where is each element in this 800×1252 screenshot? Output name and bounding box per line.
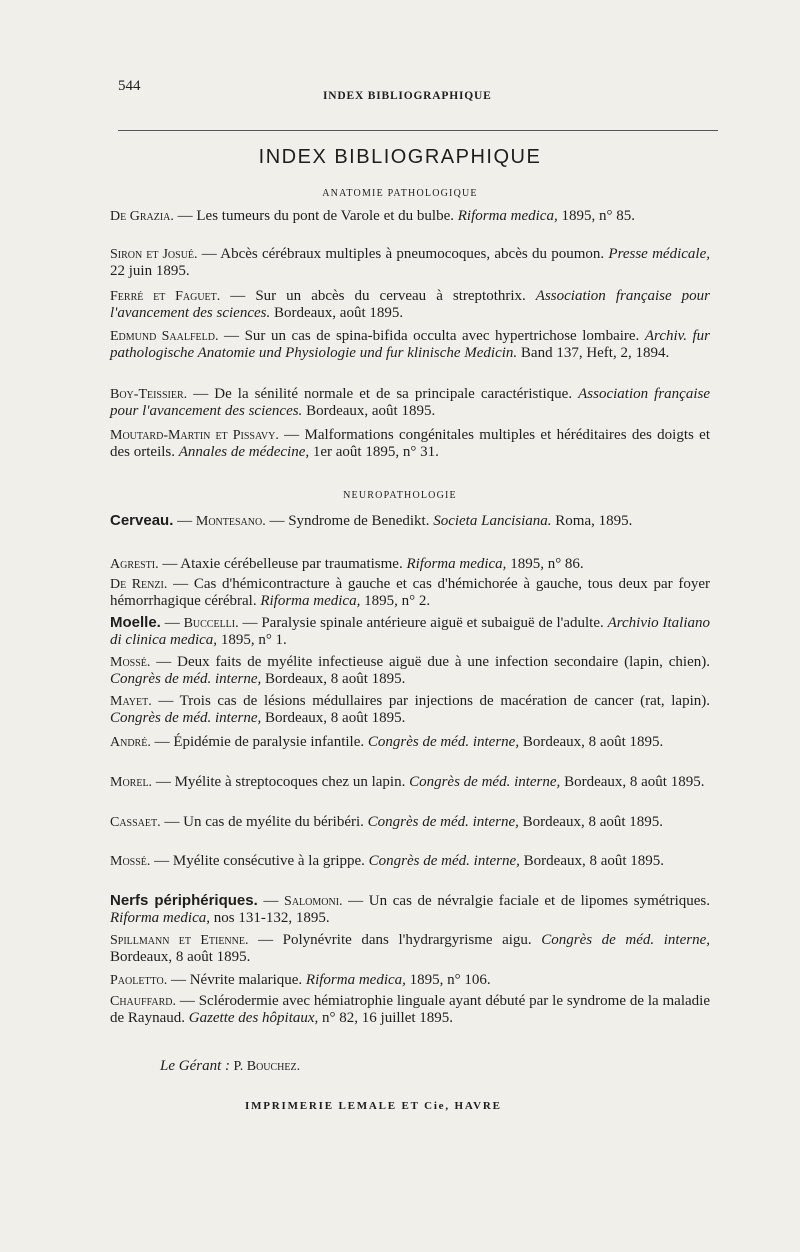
entry-rest: Band 137, Heft, 2, 1894.	[517, 345, 670, 361]
entry-source: Annales de médecine,	[178, 444, 310, 460]
entry-rest: nos 131-132, 1895.	[209, 910, 330, 926]
entry-text: — Paralysie spinale antérieure aiguë et subaiguë de l'adulte.	[238, 615, 608, 631]
entry-rest: Bordeaux, août 1895.	[270, 305, 404, 321]
entry-text: — Un cas de névralgie faciale et de lipomes symétriques.	[342, 893, 710, 909]
entry-author: Salomoni.	[284, 894, 343, 909]
entry-text: — Myélite à streptocoques chez un lapin.	[152, 774, 410, 790]
entry-source: Riforma medica,	[305, 972, 406, 988]
entry-rest: Bordeaux, août 1895.	[302, 403, 436, 419]
entry-rest: 1895, n° 1.	[217, 632, 287, 648]
entry-author: Siron et Josué.	[110, 247, 198, 262]
gerant-name: P. Bouchez.	[230, 1059, 301, 1074]
entry-text: — De la sénilité normale et de sa principale caractéristique.	[187, 386, 579, 402]
entry-source: Riforma medica,	[457, 208, 558, 224]
entry-rest: Bordeaux, 8 août 1895.	[519, 853, 665, 869]
entry-rest: Roma, 1895.	[551, 513, 633, 529]
entry-text: — Deux faits de myélite infectieuse aiguë due à une infection secondaire (lapin, chien).	[150, 654, 710, 670]
entry-rest: Bordeaux, 8 août 1895.	[518, 814, 664, 830]
entry-text: — Malformations congénitales multiples et héréditaires des doigts et des orteils.	[110, 427, 710, 460]
bib-entry	[110, 288, 710, 322]
entry-text: — Polynévrite dans l'hydrargyrisme aigu.	[248, 932, 542, 948]
bib-entry	[110, 386, 710, 420]
entry-source: Societa Lancisiana.	[433, 513, 552, 529]
entry-text: — Épidémie de paralysie infantile.	[150, 734, 368, 750]
entry-author: De Renzi.	[110, 577, 168, 592]
bib-entry	[110, 654, 710, 688]
bib-entry	[110, 993, 710, 1027]
gerant-label: Le Gérant :	[160, 1058, 230, 1074]
bib-entry	[110, 328, 710, 362]
bib-entry	[110, 693, 710, 727]
entry-author: Buccelli.	[183, 616, 239, 631]
entry-source: Gazette des hôpitaux,	[188, 1010, 319, 1026]
entry-author: De Grazia.	[110, 209, 174, 224]
entry-rest: n° 82, 16 juillet 1895.	[318, 1010, 454, 1026]
entry-text: — Les tumeurs du pont de Varole et du bulbe.	[173, 208, 458, 224]
entry-author: Boy-Teissier.	[110, 387, 188, 402]
entry-author: Chauffard.	[110, 994, 176, 1009]
bib-entry	[110, 246, 710, 280]
bib-entry	[110, 427, 710, 461]
entry-source: Congrès de méd. interne,	[110, 671, 262, 687]
entry-source: Congrès de méd. interne,	[367, 814, 519, 830]
entry-source: Presse médicale,	[608, 246, 710, 262]
entry-rest: Bordeaux, 8 août 1895.	[261, 710, 406, 726]
bib-entry	[110, 556, 710, 573]
entry-source: Congrès de méd. interne,	[368, 853, 520, 869]
entry-rest: Bordeaux, 8 août 1895.	[110, 949, 251, 965]
entry-author: Morel.	[110, 775, 153, 790]
bib-entry	[110, 208, 710, 225]
entry-text: — Un cas de myélite du béribéri.	[160, 814, 368, 830]
entry-author: Montesano.	[195, 514, 266, 529]
entry-author: Mossé.	[110, 655, 151, 670]
page-number: 544	[118, 78, 141, 94]
entry-author: Moutard-Martin et Pissavy.	[110, 428, 279, 443]
entry-text: — Ataxie cérébelleuse par traumatisme.	[158, 556, 407, 572]
entry-source: Riforma medica,	[406, 556, 507, 572]
bib-entry: Moelle. — Buccelli. — Paralysie spinale antérieure aiguë et subaiguë de l'adulte. Archivio Italiano di clinica medica, 1895, n° 1.	[110, 614, 711, 648]
entry-text: — Syndrome de Benedikt.	[265, 513, 434, 529]
entry-source: Association française pour l'avancement des sciences.	[110, 386, 710, 419]
entry-rest: Bordeaux, 8 août 1895.	[261, 671, 406, 687]
bib-entry	[110, 972, 710, 989]
entry-author: Spillmann et Etienne.	[110, 933, 249, 948]
entry-source: Archivio Italiano di clinica medica,	[110, 615, 711, 648]
entry-author: Paoletto.	[110, 973, 168, 988]
entry-heading: Cerveau.	[110, 512, 174, 529]
entry-rest: 22 juin 1895.	[110, 263, 190, 279]
bib-entry	[110, 576, 710, 610]
entry-rest: 1895, n° 85.	[557, 208, 635, 224]
entry-author: Cassaet.	[110, 815, 161, 830]
entry-rest: 1895, n° 86.	[506, 556, 584, 572]
entry-source: Congrès de méd. interne,	[409, 774, 561, 790]
entry-text: — Sclérodermie avec hémiatrophie linguale ayant débuté par le syndrome de la maladie de Raynaud.	[110, 993, 710, 1026]
entry-heading: Moelle.	[110, 614, 161, 631]
section-anatomie: ANATOMIE PATHOLOGIQUE	[322, 188, 478, 199]
entry-text: — Trois cas de lésions médullaires par injections de macération de cancer (rat, lapin).	[151, 693, 710, 709]
entry-rest: Bordeaux, 8 août 1895.	[519, 734, 664, 750]
entry-source: Riforma medica,	[110, 910, 210, 926]
entry-rest: Bordeaux, 8 août 1895.	[560, 774, 705, 790]
entry-rest: 1er août 1895, n° 31.	[309, 444, 439, 460]
bib-entry: Nerfs périphériques. — Salomoni. — Un cas de névralgie faciale et de lipomes symétriques. Riforma medica, nos 131-132, 1895.	[110, 892, 710, 926]
section-neuro: NEUROPATHOLOGIE	[343, 490, 457, 501]
entry-source: Congrès de méd. interne,	[541, 932, 710, 948]
bib-entry	[110, 734, 710, 751]
entry-text: — Névrite malarique.	[167, 972, 306, 988]
entry-text: — Cas d'hémicontracture à gauche et cas d'hémichorée à gauche, tous deux par foyer hémorrhagique cérébral.	[110, 576, 710, 609]
bib-entry	[110, 932, 710, 966]
entry-text: — Sur un cas de spina-bifida occulta avec hypertrichose lombaire.	[218, 328, 645, 344]
bib-entry: Cerveau. — Montesano. — Syndrome de Benedikt. Societa Lancisiana. Roma, 1895.	[110, 512, 633, 529]
entry-rest: 1895, n° 2.	[360, 593, 431, 609]
page-header	[118, 78, 718, 102]
header-rule	[118, 130, 718, 131]
entry-source: Congrès de méd. interne,	[367, 734, 520, 750]
entry-author: Mossé.	[110, 854, 151, 869]
entry-text: — Myélite consécutive à la grippe.	[150, 853, 369, 869]
entry-source: Congrès de méd. interne,	[110, 710, 262, 726]
gerant-line	[160, 1058, 300, 1075]
printer-imprint: IMPRIMERIE LEMALE ET Cie, HAVRE	[245, 1100, 502, 1112]
entry-author: Agresti.	[110, 557, 159, 572]
entry-author: Mayet.	[110, 694, 152, 709]
entry-rest: 1895, n° 106.	[405, 972, 491, 988]
entry-source: Association française pour l'avancement des sciences.	[110, 288, 710, 321]
bib-entry	[110, 853, 710, 870]
entry-author: André.	[110, 735, 151, 750]
entry-author: Edmund Saalfeld.	[110, 329, 219, 344]
entry-author: Ferré et Faguet.	[110, 289, 221, 304]
entry-source: Riforma medica,	[260, 593, 361, 609]
bib-entry	[110, 774, 710, 791]
page-title: INDEX BIBLIOGRAPHIQUE	[258, 146, 542, 168]
entry-text: — Abcès cérébraux multiples à pneumocoques, abcès du poumon.	[197, 246, 609, 262]
entry-source: Archiv. fur pathologische Anatomie und Physiologie und fur klinische Medicin.	[110, 328, 710, 361]
entry-text: — Sur un abcès du cerveau à streptothrix.	[220, 288, 536, 304]
entry-heading: Nerfs périphériques.	[110, 892, 258, 909]
bib-entry	[110, 814, 710, 831]
running-title: INDEX BIBLIOGRAPHIQUE	[323, 90, 492, 102]
